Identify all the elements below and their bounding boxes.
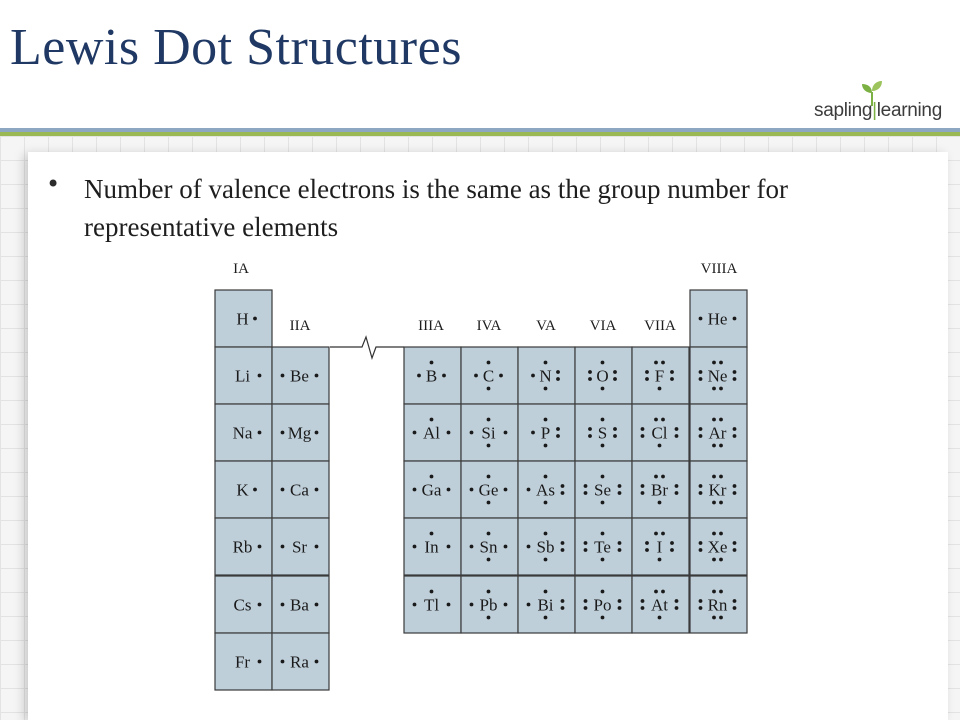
valence-electron-dot <box>470 431 474 435</box>
valence-electron-dot <box>504 545 508 549</box>
valence-electron-dot <box>618 491 622 495</box>
valence-electron-dot <box>670 377 674 381</box>
valence-electron-dot <box>531 374 535 378</box>
valence-electron-dot <box>315 374 319 378</box>
valence-electron-dot <box>654 475 658 479</box>
group-header: IIA <box>289 318 311 334</box>
valence-electron-dot <box>281 545 285 549</box>
element-symbol: B <box>425 366 438 386</box>
valence-electron-dot <box>447 545 451 549</box>
valence-electron-dot <box>675 606 679 610</box>
valence-electron-dot <box>544 475 548 479</box>
valence-electron-dot <box>733 370 737 374</box>
valence-electron-dot <box>584 484 588 488</box>
valence-electron-dot <box>470 603 474 607</box>
valence-electron-dot <box>641 599 645 603</box>
element-symbol: Bi <box>537 595 554 615</box>
valence-electron-dot <box>712 590 716 594</box>
valence-electron-dot <box>258 545 262 549</box>
valence-electron-dot <box>658 616 662 620</box>
table-break-line <box>330 337 404 358</box>
element-symbol: Xe <box>707 537 728 557</box>
valence-electron-dot <box>281 374 285 378</box>
valence-electron-dot <box>675 599 679 603</box>
valence-electron-dot <box>661 590 665 594</box>
element-symbol: Se <box>594 480 611 500</box>
valence-electron-dot <box>658 387 662 391</box>
valence-electron-dot <box>315 660 319 664</box>
valence-electron-dot <box>675 434 679 438</box>
valence-electron-dot <box>601 387 605 391</box>
valence-electron-dot <box>413 431 417 435</box>
valence-electron-dot <box>618 541 622 545</box>
element-symbol: Mg <box>287 423 312 443</box>
valence-electron-dot <box>712 616 716 620</box>
valence-electron-dot <box>504 431 508 435</box>
valence-electron-dot <box>487 444 491 448</box>
valence-electron-dot <box>654 418 658 422</box>
element-symbol: Kr <box>708 480 727 500</box>
valence-electron-dot <box>675 484 679 488</box>
valence-electron-dot <box>699 434 703 438</box>
valence-electron-dot <box>527 488 531 492</box>
valence-electron-dot <box>487 418 491 422</box>
valence-electron-dot <box>712 418 716 422</box>
valence-electron-dot <box>733 434 737 438</box>
valence-electron-dot <box>654 361 658 365</box>
group-header: IIIA <box>418 318 444 334</box>
valence-electron-dot <box>699 548 703 552</box>
element-symbol: P <box>540 423 551 443</box>
valence-electron-dot <box>544 444 548 448</box>
bullet-dot: • <box>46 170 61 198</box>
valence-electron-dot <box>544 501 548 505</box>
valence-electron-dot <box>487 387 491 391</box>
element-symbol: C <box>482 366 495 386</box>
element-symbol: I <box>656 537 663 557</box>
valence-electron-dot <box>661 532 665 536</box>
valence-electron-dot <box>699 427 703 431</box>
element-symbol: Sn <box>479 537 498 557</box>
logo-separator: | <box>872 100 877 121</box>
valence-electron-dot <box>504 488 508 492</box>
valence-electron-dot <box>618 599 622 603</box>
valence-electron-dot <box>712 361 716 365</box>
valence-electron-dot <box>281 488 285 492</box>
valence-electron-dot <box>699 606 703 610</box>
group-header: VIIIA <box>700 261 738 277</box>
valence-electron-dot <box>658 444 662 448</box>
element-symbol: Te <box>594 537 611 557</box>
valence-electron-dot <box>561 484 565 488</box>
valence-electron-dot <box>618 484 622 488</box>
valence-electron-dot <box>641 484 645 488</box>
valence-electron-dot <box>527 603 531 607</box>
valence-electron-dot <box>487 532 491 536</box>
valence-electron-dot <box>654 590 658 594</box>
valence-electron-dot <box>658 501 662 505</box>
valence-electron-dot <box>670 548 674 552</box>
valence-electron-dot <box>447 431 451 435</box>
valence-electron-dot <box>527 545 531 549</box>
valence-electron-dot <box>699 370 703 374</box>
element-symbol: Ne <box>707 366 728 386</box>
valence-electron-dot <box>645 377 649 381</box>
valence-electron-dot <box>641 491 645 495</box>
bullet-text: Number of valence electrons is the same as the group number for representative elements <box>84 174 789 242</box>
valence-electron-dot <box>733 484 737 488</box>
valence-electron-dot <box>613 377 617 381</box>
valence-electron-dot <box>719 590 723 594</box>
valence-electron-dot <box>618 606 622 610</box>
valence-electron-dot <box>588 427 592 431</box>
valence-electron-dot <box>561 548 565 552</box>
valence-electron-dot <box>315 488 319 492</box>
valence-electron-dot <box>613 434 617 438</box>
valence-electron-dot <box>430 418 434 422</box>
element-symbol: Rb <box>232 537 253 557</box>
valence-electron-dot <box>413 488 417 492</box>
valence-electron-dot <box>699 599 703 603</box>
valence-electron-dot <box>499 374 503 378</box>
valence-electron-dot <box>712 558 716 562</box>
element-symbol: At <box>651 595 668 615</box>
element-symbol: Ra <box>290 652 309 672</box>
valence-electron-dot <box>670 370 674 374</box>
valence-electron-dot <box>281 660 285 664</box>
element-symbol: Be <box>290 366 309 386</box>
valence-electron-dot <box>430 590 434 594</box>
element-symbol: Ca <box>290 480 309 500</box>
valence-electron-dot <box>601 418 605 422</box>
valence-electron-dot <box>733 427 737 431</box>
valence-electron-dot <box>645 370 649 374</box>
valence-electron-dot <box>584 599 588 603</box>
element-symbol: Br <box>651 480 668 500</box>
group-header: VA <box>536 318 556 334</box>
valence-electron-dot <box>561 606 565 610</box>
element-symbol: Rn <box>707 595 728 615</box>
valence-electron-dot <box>733 491 737 495</box>
group-header: VIIA <box>644 318 676 334</box>
valence-electron-dot <box>584 491 588 495</box>
valence-electron-dot <box>712 501 716 505</box>
group-header: IA <box>233 261 249 277</box>
element-symbol: Li <box>234 366 251 386</box>
element-symbol: He <box>707 309 728 329</box>
valence-electron-dot <box>733 606 737 610</box>
valence-electron-dot <box>430 361 434 365</box>
valence-electron-dot <box>661 418 665 422</box>
valence-electron-dot <box>601 444 605 448</box>
valence-electron-dot <box>561 491 565 495</box>
element-symbol: Si <box>481 423 496 443</box>
valence-electron-dot <box>601 361 605 365</box>
element-symbol: Sr <box>291 537 308 557</box>
element-symbol: As <box>536 480 555 500</box>
element-symbol: K <box>236 480 249 500</box>
valence-electron-dot <box>487 558 491 562</box>
valence-electron-dot <box>531 431 535 435</box>
valence-electron-dot <box>417 374 421 378</box>
valence-electron-dot <box>719 387 723 391</box>
valence-electron-dot <box>556 427 560 431</box>
valence-electron-dot <box>561 599 565 603</box>
valence-electron-dot <box>699 541 703 545</box>
valence-electron-dot <box>719 418 723 422</box>
element-symbol: Pb <box>479 595 498 615</box>
valence-electron-dot <box>253 317 257 321</box>
group-header: VIA <box>589 318 617 334</box>
valence-electron-dot <box>315 431 319 435</box>
valence-electron-dot <box>712 387 716 391</box>
valence-electron-dot <box>712 444 716 448</box>
valence-electron-dot <box>719 501 723 505</box>
valence-electron-dot <box>618 548 622 552</box>
valence-electron-dot <box>584 548 588 552</box>
valence-electron-dot <box>719 475 723 479</box>
logo-word-learning: learning <box>876 100 942 121</box>
valence-electron-dot <box>719 444 723 448</box>
element-symbol: Fr <box>234 652 251 672</box>
valence-electron-dot <box>645 541 649 545</box>
valence-electron-dot <box>487 501 491 505</box>
valence-electron-dot <box>544 532 548 536</box>
valence-electron-dot <box>544 558 548 562</box>
valence-electron-dot <box>430 475 434 479</box>
valence-electron-dot <box>588 434 592 438</box>
valence-electron-dot <box>654 532 658 536</box>
valence-electron-dot <box>733 317 737 321</box>
group-header: IVA <box>476 318 502 334</box>
valence-electron-dot <box>588 370 592 374</box>
valence-electron-dot <box>447 488 451 492</box>
valence-electron-dot <box>719 361 723 365</box>
valence-electron-dot <box>556 377 560 381</box>
valence-electron-dot <box>601 475 605 479</box>
valence-electron-dot <box>544 590 548 594</box>
valence-electron-dot <box>699 484 703 488</box>
valence-electron-dot <box>487 361 491 365</box>
valence-electron-dot <box>719 532 723 536</box>
valence-electron-dot <box>670 541 674 545</box>
element-symbol: Tl <box>423 595 440 615</box>
valence-electron-dot <box>315 545 319 549</box>
valence-electron-dot <box>613 370 617 374</box>
valence-electron-dot <box>719 616 723 620</box>
valence-electron-dot <box>413 545 417 549</box>
element-symbol: Al <box>423 423 440 443</box>
element-symbol: Cl <box>651 423 668 443</box>
valence-electron-dot <box>601 558 605 562</box>
valence-electron-dot <box>699 317 703 321</box>
valence-electron-dot <box>588 377 592 381</box>
element-symbol: H <box>236 309 249 329</box>
element-symbol: Ba <box>290 595 309 615</box>
valence-electron-dot <box>712 532 716 536</box>
element-symbol: Ar <box>708 423 727 443</box>
valence-electron-dot <box>733 541 737 545</box>
valence-electron-dot <box>430 532 434 536</box>
valence-electron-dot <box>470 545 474 549</box>
valence-electron-dot <box>601 532 605 536</box>
valence-electron-dot <box>733 377 737 381</box>
valence-electron-dot <box>645 548 649 552</box>
valence-electron-dot <box>584 606 588 610</box>
valence-electron-dot <box>712 475 716 479</box>
valence-electron-dot <box>253 488 257 492</box>
valence-electron-dot <box>281 603 285 607</box>
valence-electron-dot <box>258 431 262 435</box>
valence-electron-dot <box>658 558 662 562</box>
element-symbol: Ga <box>421 480 442 500</box>
valence-electron-dot <box>281 431 285 435</box>
valence-electron-dot <box>601 616 605 620</box>
valence-electron-dot <box>699 377 703 381</box>
valence-electron-dot <box>504 603 508 607</box>
valence-electron-dot <box>556 370 560 374</box>
valence-electron-dot <box>641 606 645 610</box>
element-symbol: N <box>539 366 552 386</box>
element-symbol: Na <box>232 423 253 443</box>
valence-electron-dot <box>487 590 491 594</box>
element-symbol: F <box>654 366 665 386</box>
valence-electron-dot <box>413 603 417 607</box>
valence-electron-dot <box>733 599 737 603</box>
element-symbol: In <box>424 537 439 557</box>
valence-electron-dot <box>258 660 262 664</box>
valence-electron-dot <box>561 541 565 545</box>
valence-electron-dot <box>641 434 645 438</box>
valence-electron-dot <box>315 603 319 607</box>
valence-electron-dot <box>258 374 262 378</box>
valence-electron-dot <box>487 475 491 479</box>
valence-electron-dot <box>544 361 548 365</box>
valence-electron-dot <box>699 491 703 495</box>
element-symbol: Ge <box>478 480 499 500</box>
valence-electron-dot <box>470 488 474 492</box>
valence-electron-dot <box>719 558 723 562</box>
valence-electron-dot <box>258 603 262 607</box>
element-symbol: S <box>597 423 608 443</box>
element-symbol: Cs <box>233 595 252 615</box>
valence-electron-dot <box>447 603 451 607</box>
logo-word-sapling: sapling <box>814 100 873 121</box>
valence-electron-dot <box>601 501 605 505</box>
valence-electron-dot <box>544 418 548 422</box>
valence-electron-dot <box>733 548 737 552</box>
valence-electron-dot <box>641 427 645 431</box>
element-symbol: O <box>596 366 609 386</box>
element-symbol: Po <box>593 595 612 615</box>
valence-electron-dot <box>661 475 665 479</box>
valence-electron-dot <box>601 590 605 594</box>
valence-electron-dot <box>661 361 665 365</box>
element-symbol: Sb <box>536 537 555 557</box>
valence-electron-dot <box>675 491 679 495</box>
slide-title: Lewis Dot Structures <box>10 19 462 76</box>
valence-electron-dot <box>675 427 679 431</box>
valence-electron-dot <box>474 374 478 378</box>
valence-electron-dot <box>487 616 491 620</box>
valence-electron-dot <box>613 427 617 431</box>
valence-electron-dot <box>442 374 446 378</box>
valence-electron-dot <box>556 434 560 438</box>
valence-electron-dot <box>544 387 548 391</box>
valence-electron-dot <box>584 541 588 545</box>
valence-electron-dot <box>544 616 548 620</box>
